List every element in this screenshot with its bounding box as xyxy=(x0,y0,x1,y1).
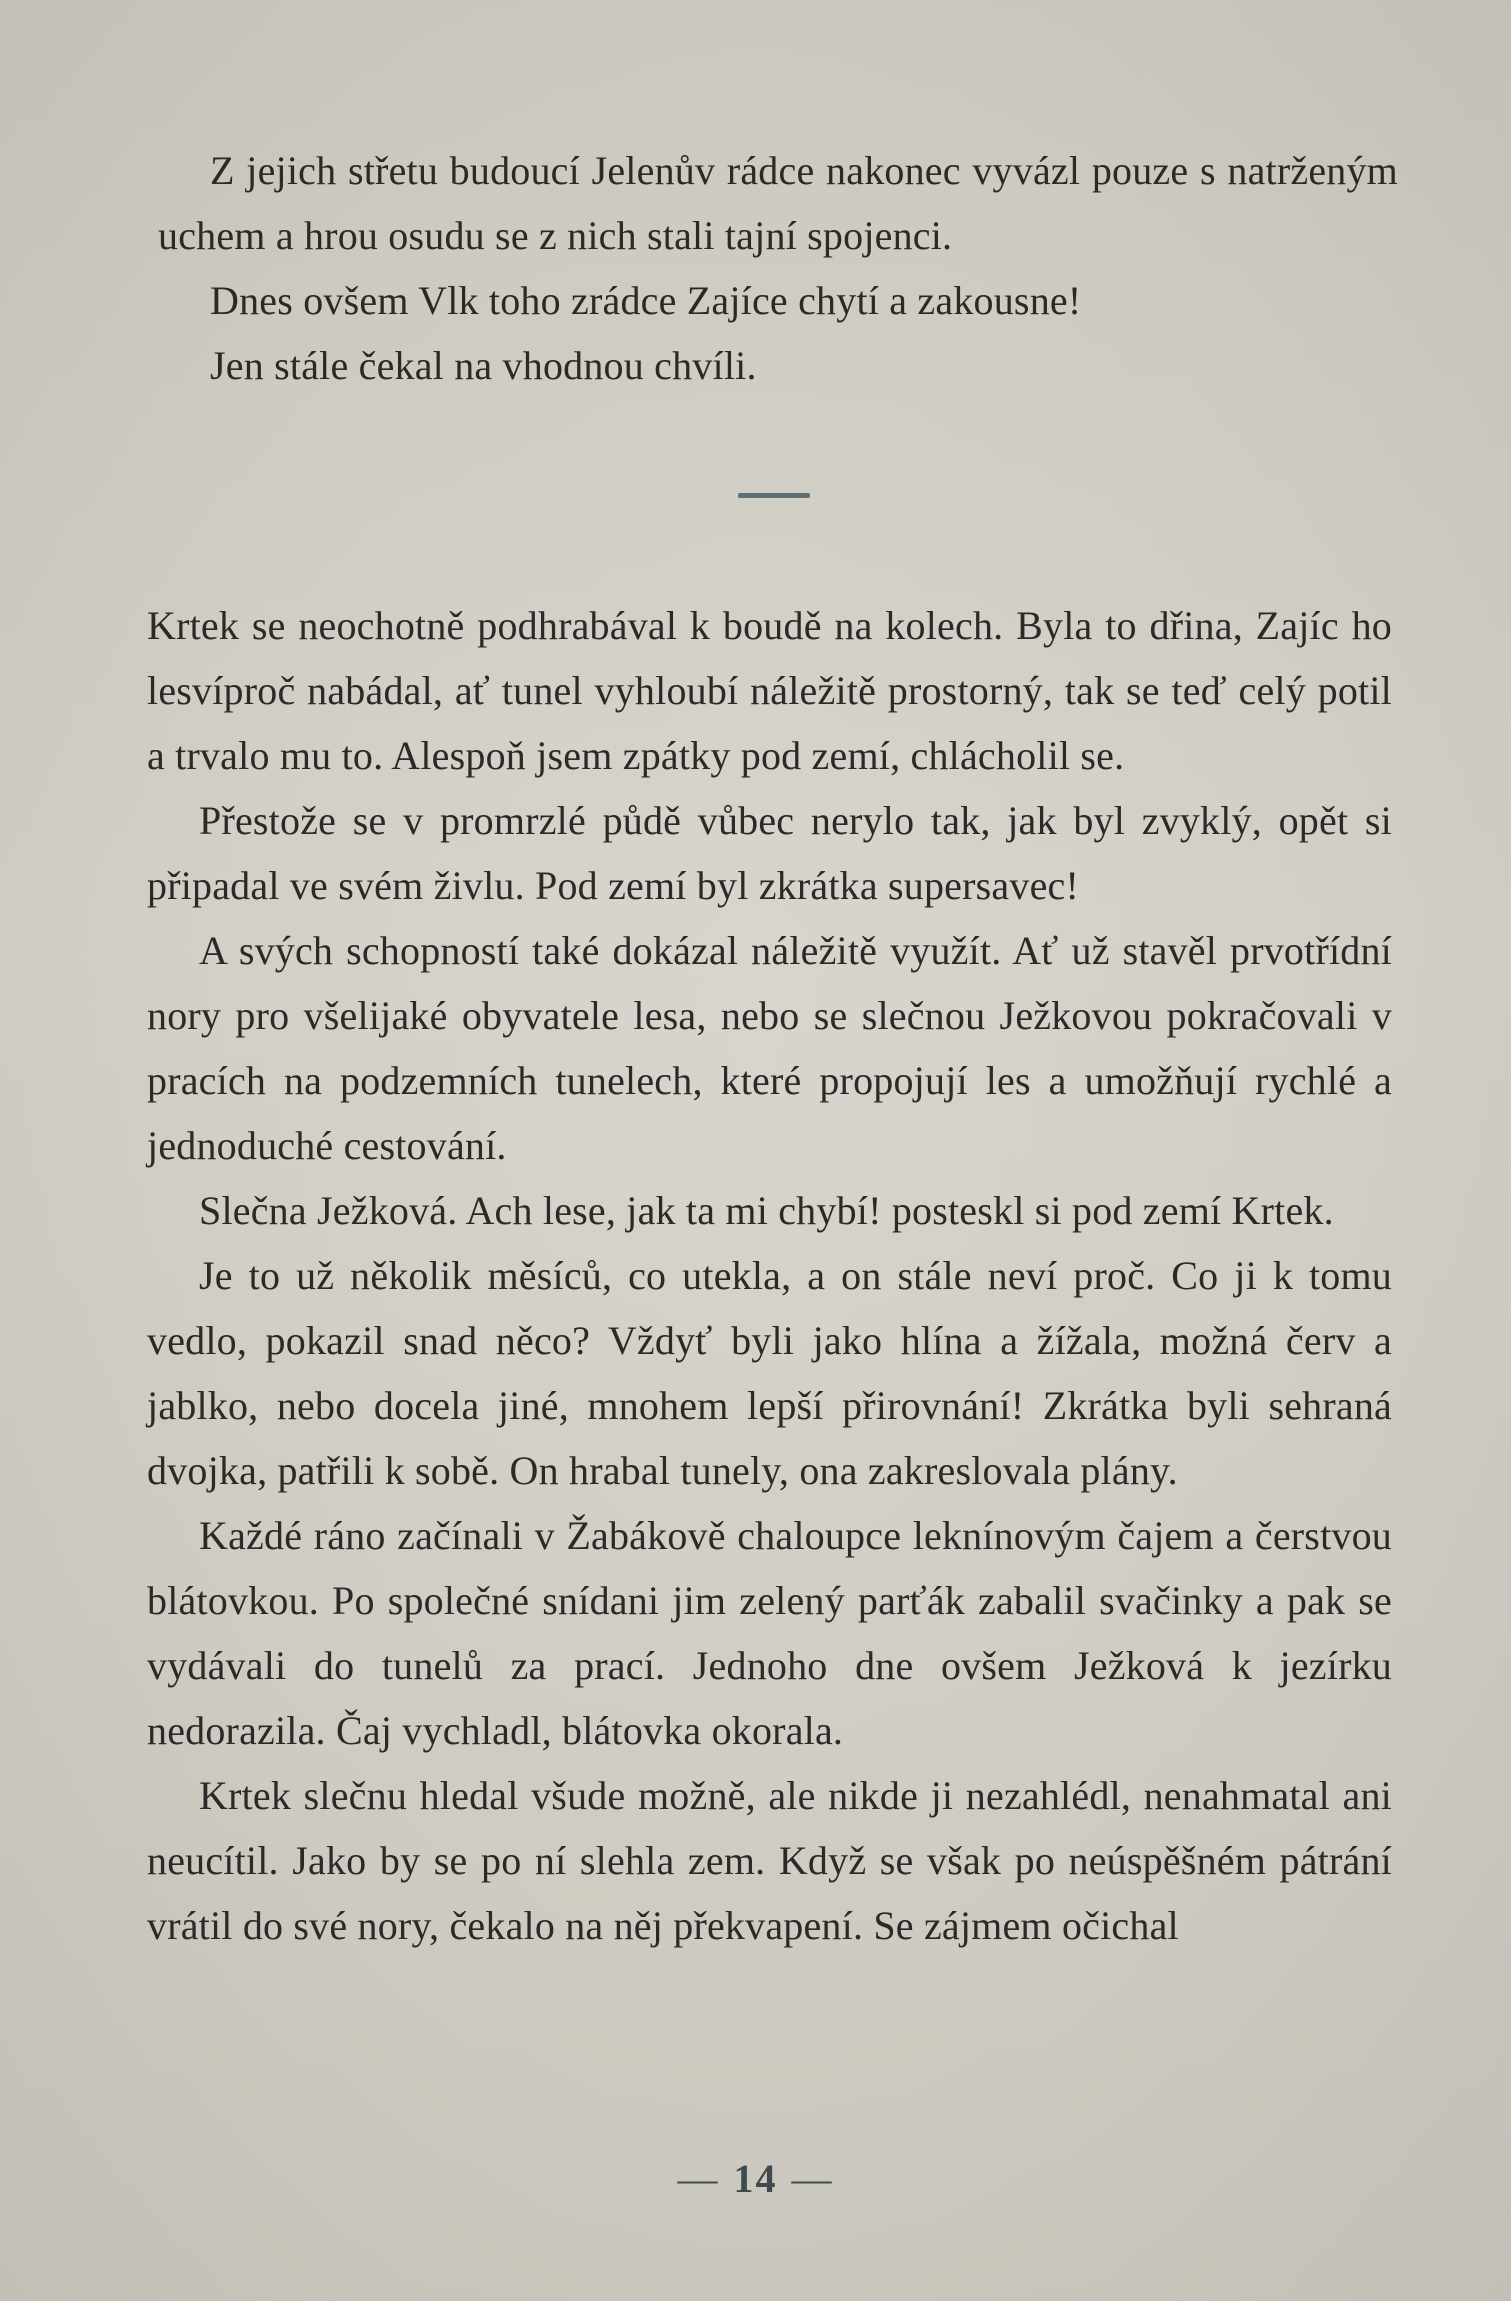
paragraph: Přestože se v promrzlé půdě vůbec nerylo tak, jak byl zvyklý, opět si připadal ve svém živlu. Pod zemí byl zkrátka supersavec! xyxy=(147,798,1392,908)
section-divider xyxy=(738,493,810,498)
paragraph: Je to už několik měsíců, co utekla, a on stále neví proč. Co ji k tomu vedlo, pokazil snad něco? Vždyť byli jako hlína a žížala, možná červ a jablko, nebo docela jiné, mnohem lepší přirovnání! Zkrátka byli sehraná dvojka, patřili k sobě. On hrabal tunely, ona zakreslovala plány. xyxy=(147,1253,1392,1493)
main-text-section xyxy=(147,593,1392,1958)
paragraph: Krtek se neochotně podhrabával k boudě na kolech. Byla to dřina, Zajíc ho lesvíproč nabádal, ať tunel vyhloubí náležitě prostorný, tak se teď celý potil a trvalo mu to. Alespoň jsem zpátky pod zemí, chlácholil se. xyxy=(147,603,1392,778)
paragraph: Dnes ovšem Vlk toho zrádce Zajíce chytí a zakousne! xyxy=(210,278,1082,323)
top-text-section xyxy=(158,138,1398,398)
paragraph: A svých schopností také dokázal náležitě využít. Ať už stavěl prvotřídní nory pro všelijaké obyvatele lesa, nebo se slečnou Ježkovou pokračovali v pracích na podzemních tunelech, které propojují les a umožňují rychlé a jednoduché cestování. xyxy=(147,928,1392,1168)
dash-right: — xyxy=(791,2156,834,2201)
paragraph: Jen stále čekal na vhodnou chvíli. xyxy=(210,343,757,388)
paragraph: Krtek slečnu hledal všude možně, ale nikde ji nezahlédl, nenahmatal ani neucítil. Jako by se po ní slehla zem. Když se však po neúspěšném pátrání vrátil do své nory, čekalo na něj překvapení. Se zájmem očichal xyxy=(147,1773,1392,1948)
dash-left: — xyxy=(677,2156,720,2201)
page-number xyxy=(0,2155,1511,2202)
page-number-value: 14 xyxy=(733,2156,778,2201)
paragraph: Slečna Ježková. Ach lese, jak ta mi chybí! posteskl si pod zemí Krtek. xyxy=(199,1188,1334,1233)
paragraph: Každé ráno začínali v Žabákově chaloupce leknínovým čajem a čerstvou blátovkou. Po společné snídani jim zelený parťák zabalil svačinky a pak se vydávali do tunelů za prací. Jednoho dne ovšem Ježková k jezírku nedorazila. Čaj vychladl, blátovka okorala. xyxy=(147,1513,1392,1753)
paragraph: Z jejich střetu budoucí Jelenův rádce nakonec vyvázl pouze s natrženým uchem a hrou osudu se z nich stali tajní spojenci. xyxy=(158,148,1398,258)
